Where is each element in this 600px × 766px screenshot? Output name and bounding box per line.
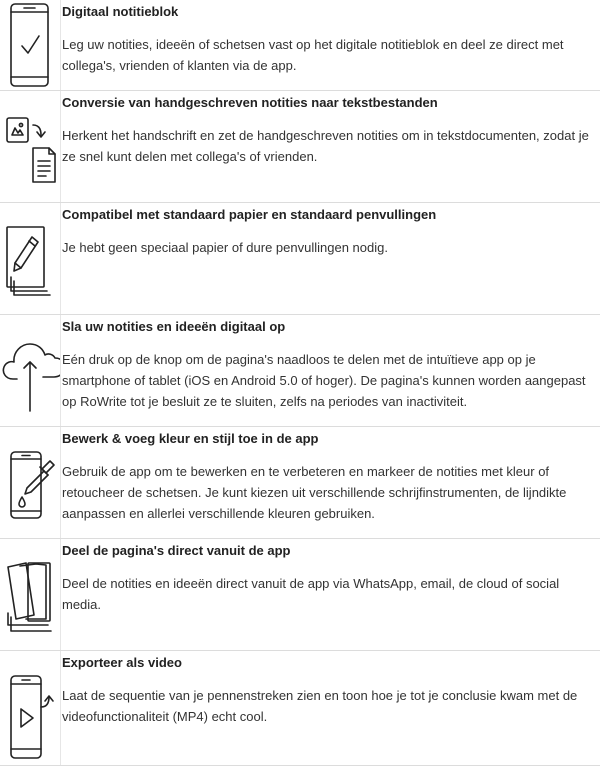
feature-row-export-video bbox=[0, 651, 600, 766]
feature-description: Herkent het handschrift en zet de handgeschreven notities om in tekstdocumenten, zodat je ze snel kunt delen met collega's of vrienden. bbox=[62, 128, 589, 164]
feature-text bbox=[60, 203, 600, 314]
cloud-upload-icon bbox=[0, 315, 60, 426]
feature-row-digital-storage bbox=[0, 315, 600, 427]
feature-title: Sla uw notities en ideeën digitaal op bbox=[62, 319, 286, 334]
phone-video-export-icon bbox=[0, 651, 60, 765]
feature-title: Exporteer als video bbox=[62, 655, 182, 670]
feature-row-standard-paper bbox=[0, 203, 600, 315]
feature-row-handwriting-conversion bbox=[0, 91, 600, 203]
feature-text bbox=[60, 539, 600, 650]
feature-text bbox=[60, 91, 600, 202]
feature-title: Deel de pagina's direct vanuit de app bbox=[62, 543, 291, 558]
feature-title: Digitaal notitieblok bbox=[62, 4, 179, 19]
feature-text bbox=[60, 651, 600, 765]
feature-description: Eén druk op de knop om de pagina's naadloos te delen met de intuïtieve app op je smartphone of tablet (iOS en Android 5.0 of hoger). De pagina's kunnen worden aangepast op RoWrite tot je besluit ze te sluiten, zelfs na periodes van inactiviteit. bbox=[62, 352, 586, 409]
phone-color-dropper-icon bbox=[0, 427, 60, 538]
feature-description: Laat de sequentie van je pennenstreken zien en toon hoe je tot je conclusie kwam met de videofunctionaliteit (MP4) echt cool. bbox=[62, 688, 578, 724]
feature-row-digital-notepad bbox=[0, 0, 600, 91]
feature-title: Conversie van handgeschreven notities naar tekstbestanden bbox=[62, 95, 438, 110]
handwriting-to-document-icon bbox=[0, 91, 60, 202]
share-pages-icon bbox=[0, 539, 60, 650]
feature-title: Bewerk & voeg kleur en stijl toe in de app bbox=[62, 431, 319, 446]
feature-description: Deel de notities en ideeën direct vanuit de app via WhatsApp, email, de cloud of social media. bbox=[62, 576, 560, 612]
feature-row-share-pages bbox=[0, 539, 600, 651]
feature-text bbox=[60, 427, 600, 538]
feature-description: Gebruik de app om te bewerken en te verbeteren en markeer de notities met kleur of retoucheer de schetsen. Je kunt kiezen uit verschillende schrijfinstrumenten, de lijndikte aanpassen en allerlei verschillende kleuren gebruiken. bbox=[62, 464, 567, 521]
feature-title: Compatibel met standaard papier en standaard penvullingen bbox=[62, 207, 437, 222]
feature-text bbox=[60, 0, 600, 90]
paper-pen-icon bbox=[0, 203, 60, 314]
smartphone-check-icon bbox=[0, 0, 60, 90]
feature-description: Leg uw notities, ideeën of schetsen vast op het digitale notitieblok en deel ze direct met collega's, vrienden of klanten via de app. bbox=[62, 37, 564, 73]
feature-row-edit-color bbox=[0, 427, 600, 539]
feature-description: Je hebt geen speciaal papier of dure penvullingen nodig. bbox=[62, 240, 388, 255]
feature-text bbox=[60, 315, 600, 426]
